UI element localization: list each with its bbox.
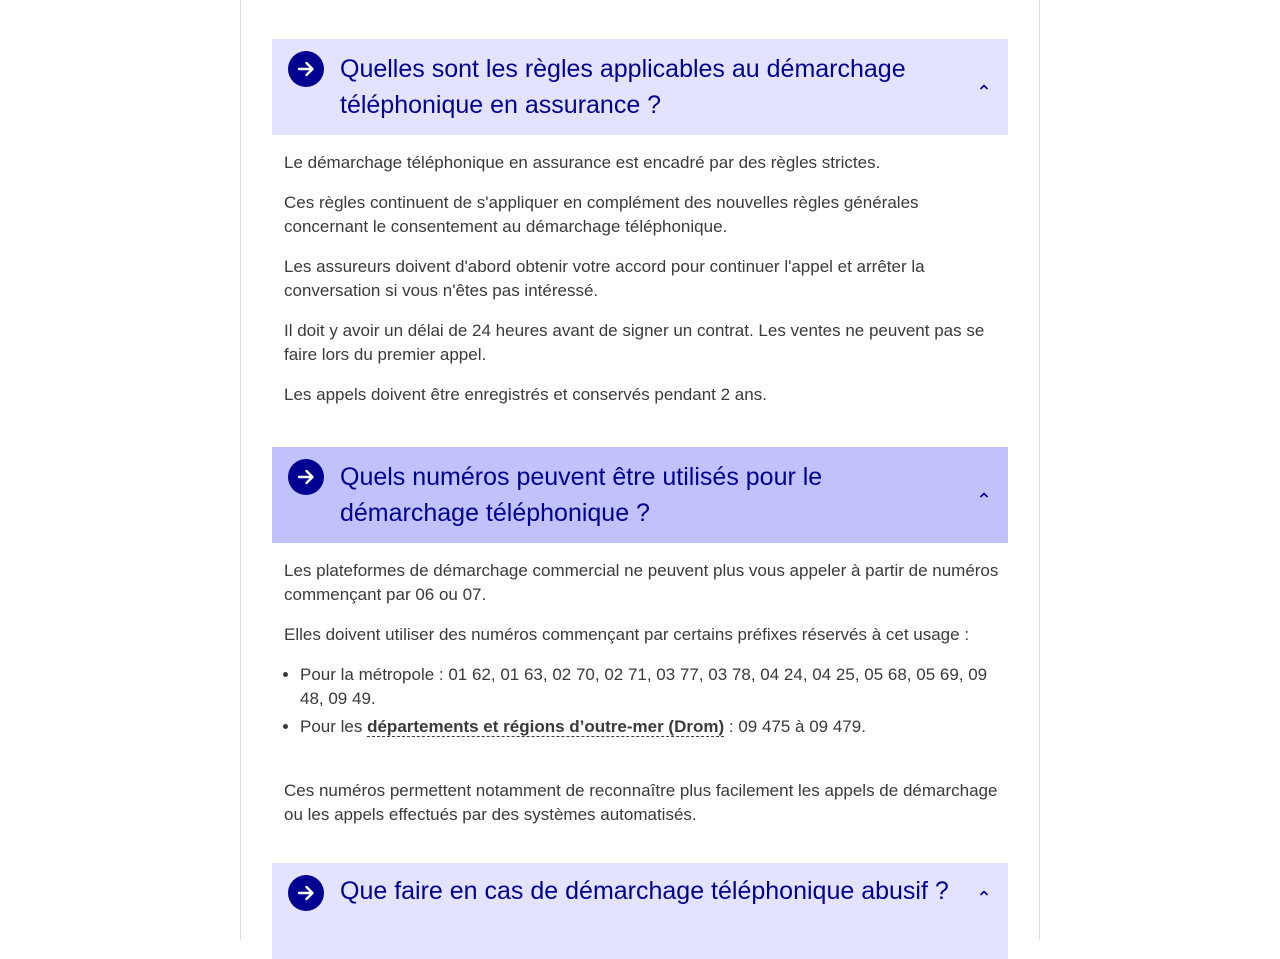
paragraph: Il doit y avoir un délai de 24 heures avant de signer un contrat. Les ventes ne peuvent pas se faire lors du premier appel. <box>284 321 985 364</box>
paragraph: Elles doivent utiliser des numéros commençant par certains préfixes réservés à cet usage : <box>284 625 970 644</box>
arrow-right-icon <box>288 875 324 911</box>
list-item: • Pour la métropole : 01 62, 01 63, 02 70, 02 71, 03 77, 03 78, 04 24, 04 25, 05 68, 05 69, 09 48, 09 49. <box>300 663 1000 711</box>
paragraph: Les assureurs doivent d'abord obtenir votre accord pour continuer l'appel et arrêter la conversation si vous n'êtes pas intéressé. <box>284 257 925 300</box>
accordion-panel-insurance-rules <box>284 151 1000 423</box>
accordion-panel-phone-numbers <box>284 559 1000 843</box>
prefix-list <box>284 663 1000 739</box>
arrow-right-icon <box>288 51 324 87</box>
paragraph: Les plateformes de démarchage commercial ne peuvent plus vous appeler à partir de numéros commençant par 06 ou 07. <box>284 561 999 604</box>
accordion-title: Quelles sont les règles applicables au démarchage téléphonique en assurance ? <box>340 55 906 119</box>
list-item-suffix: : 09 475 à 09 479. <box>724 717 866 736</box>
chevron-up-icon <box>978 81 990 93</box>
drom-definition-link[interactable]: départements et régions d’outre-mer (Drom) <box>367 717 725 736</box>
accordion-title: Quels numéros peuvent être utilisés pour le démarchage téléphonique ? <box>340 463 823 527</box>
chevron-up-icon <box>978 887 990 899</box>
list-item <box>300 715 1000 739</box>
paragraph: Ces numéros permettent notamment de reconnaître plus facilement les appels de démarchage ou les appels effectués par des systèmes automatisés. <box>284 781 998 824</box>
list-item-prefix: Pour les <box>300 717 368 736</box>
paragraph: Les appels doivent être enregistrés et conservés pendant 2 ans. <box>284 385 767 404</box>
paragraph: Le démarchage téléphonique en assurance est encadré par des règles strictes. <box>284 153 881 172</box>
accordion-header-insurance-rules[interactable] <box>272 39 1008 135</box>
accordion-header-abusive-calls[interactable] <box>272 863 1008 959</box>
accordion-title: Que faire en cas de démarchage téléphonique abusif ? <box>340 877 949 905</box>
arrow-right-icon <box>288 459 324 495</box>
accordion-header-phone-numbers[interactable] <box>272 447 1008 543</box>
chevron-up-icon <box>978 489 990 501</box>
paragraph: Ces règles continuent de s'appliquer en complément des nouvelles règles générales concernant le consentement au démarchage téléphonique. <box>284 193 919 236</box>
